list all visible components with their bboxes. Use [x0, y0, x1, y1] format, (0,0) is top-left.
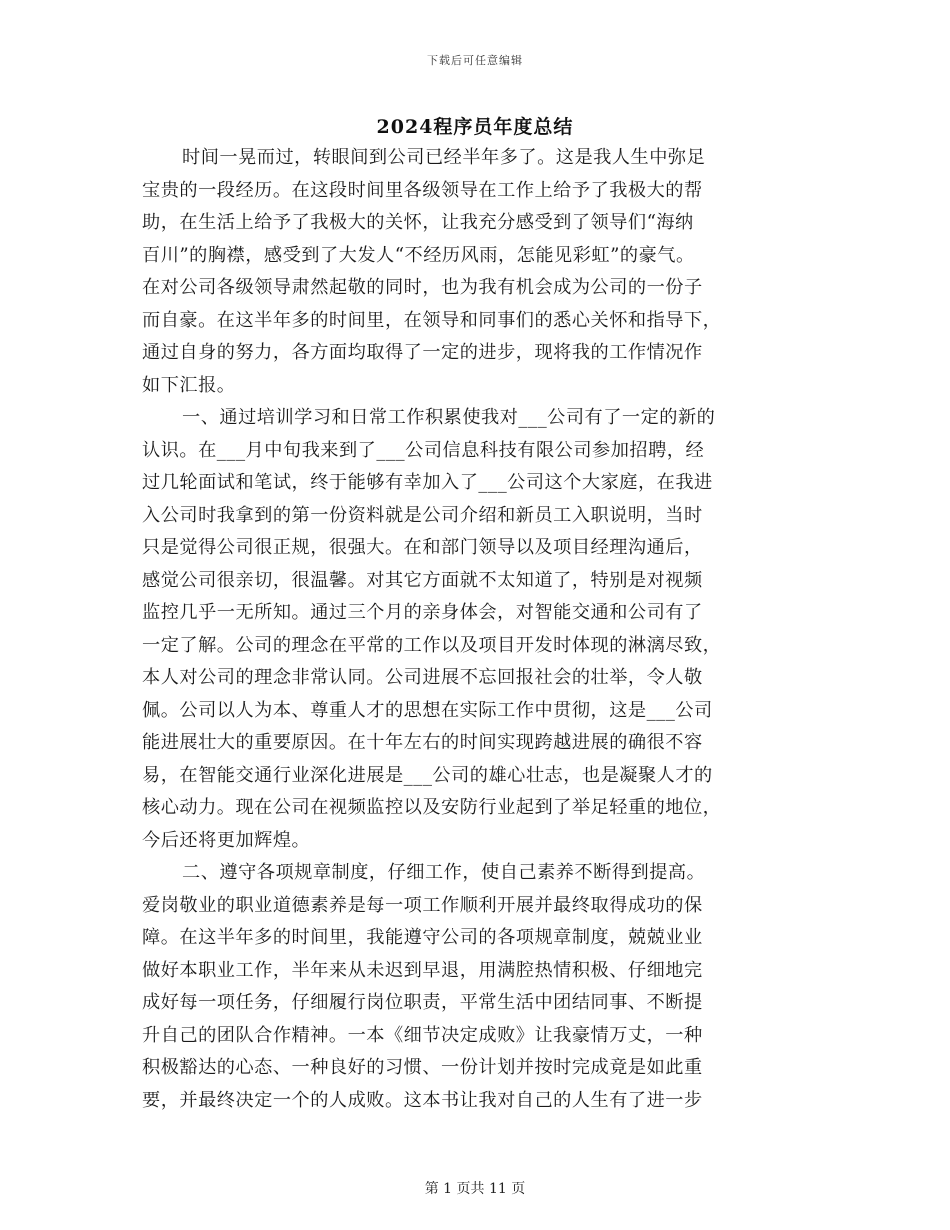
paragraph-line: 而自豪。在这半年多的时间里，在领导和同事们的悉心关怀和指导下， — [142, 309, 722, 331]
paragraph-line: 升自己的团队合作精神。一本《细节决定成败》让我豪情万丈，一种 — [142, 1024, 703, 1046]
paragraph-line: 一、通过培训学习和日常工作积累使我对___公司有了一定的新的 — [182, 407, 716, 428]
paragraph-line: 一定了解。公司的理念在平常的工作以及项目开发时体现的淋漓尽致， — [142, 634, 722, 656]
paragraph-line: 感觉公司很亲切，很温馨。对其它方面就不太知道了，特别是对视频 — [142, 569, 703, 591]
paragraph-line: 佩。公司以人为本、尊重人才的思想在实际工作中贯彻，这是___公司 — [142, 699, 713, 721]
paragraph-line: 障。在这半年多的时间里，我能遵守公司的各项规章制度，兢兢业业 — [142, 927, 703, 948]
paragraph-line: 要，并最终决定一个的人成败。这本书让我对自己的人生有了进一步 — [142, 1089, 703, 1111]
paragraph-line: 只是觉得公司很正规，很强大。在和部门领导以及项目经理沟通后， — [142, 537, 703, 558]
paragraph-line: 助，在生活上给予了我极大的关怀，让我充分感受到了领导们“海纳 — [142, 212, 694, 233]
paragraph-line: 今后还将更加辉煌。 — [142, 829, 311, 851]
paragraph-line: 监控几乎一无所知。通过三个月的亲身体会，对智能交通和公司有了 — [142, 602, 703, 623]
paragraph-line: 做好本职业工作，半年来从未迟到早退，用满腔热情积极、仔细地完 — [142, 959, 703, 981]
paragraph-line: 爱岗敬业的职业道德素养是每一项工作顺利开展并最终取得成功的保 — [142, 894, 703, 916]
paragraph-line: 积极豁达的心态、一种良好的习惯、一份计划并按时完成竟是如此重 — [142, 1057, 703, 1078]
paragraph-line: 能进展壮大的重要原因。在十年左右的时间实现跨越进展的确很不容 — [142, 732, 703, 753]
document-body — [142, 142, 812, 1117]
paragraph-line: 如下汇报。 — [142, 374, 236, 396]
paragraph-line: 本人对公司的理念非常认同。公司进展不忘回报社会的壮举，令人敬 — [142, 667, 703, 688]
paragraph-line: 宝贵的一段经历。在这段时间里各级领导在工作上给予了我极大的帮 — [142, 179, 703, 201]
document-title: 2024程序员年度总结 — [376, 116, 574, 138]
paragraph-line: 核心动力。现在公司在视频监控以及安防行业起到了举足轻重的地位， — [142, 797, 722, 818]
page-number: 第 1 页共 11 页 — [424, 1181, 526, 1197]
paragraph-line: 通过自身的努力，各方面均取得了一定的进步，现将我的工作情况作 — [142, 342, 703, 363]
paragraph-line: 在对公司各级领导肃然起敬的同时，也为我有机会成为公司的一份子 — [142, 277, 703, 298]
paragraph-line: 时间一晃而过，转眼间到公司已经半年多了。这是我人生中弥足 — [182, 147, 706, 168]
paragraph-line: 成好每一项任务，仔细履行岗位职责，平常生活中团结同事、不断提 — [142, 992, 703, 1013]
paragraph-line: 易，在智能交通行业深化进展是___公司的雄心壮志，也是凝聚人才的 — [142, 764, 713, 786]
paragraph-line: 入公司时我拿到的第一份资料就是公司介绍和新员工入职说明，当时 — [142, 504, 703, 526]
paragraph-line: 过几轮面试和笔试，终于能够有幸加入了___公司这个大家庭，在我进 — [142, 472, 713, 493]
paragraph-line: 百川”的胸襟，感受到了大发人“不经历风雨，怎能见彩虹”的豪气。 — [142, 244, 695, 266]
page-header-note: 下载后可任意编辑 — [427, 54, 523, 67]
paragraph-line: 认识。在___月中旬我来到了___公司信息科技有限公司参加招聘，经 — [142, 439, 705, 461]
paragraph-line: 二、遵守各项规章制度，仔细工作，使自己素养不断得到提高。 — [182, 862, 706, 883]
